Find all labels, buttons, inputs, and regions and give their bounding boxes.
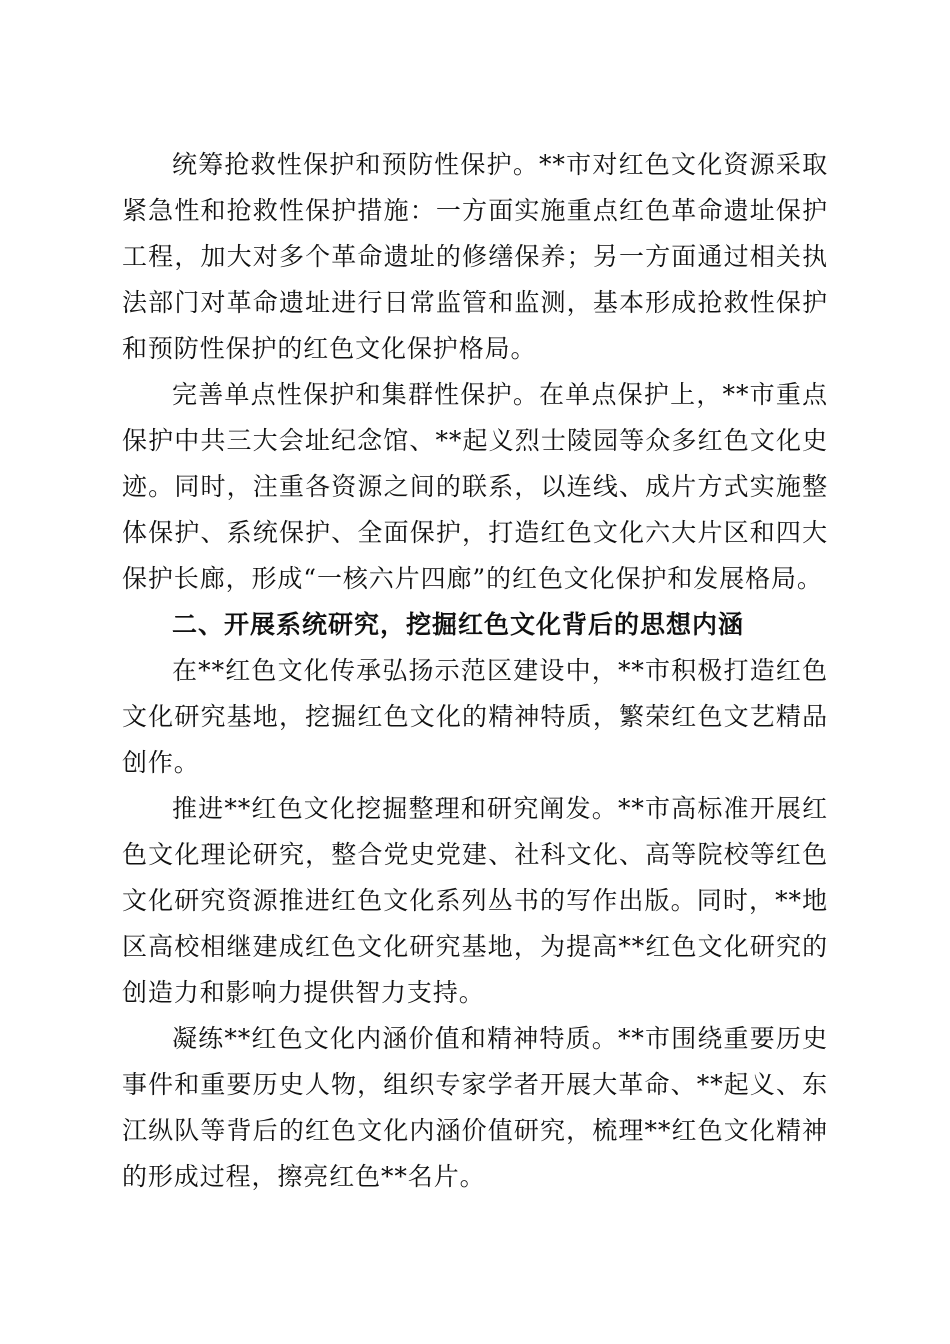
paragraph-research-base: 在**红色文化传承弘扬示范区建设中，**市积极打造红色文化研究基地，挖掘红色文化的精神特质，繁荣红色文艺精品创作。 (122, 656, 828, 777)
document-page (122, 142, 828, 1200)
paragraph-spirit-value: 凝练**红色文化内涵价值和精神特质。**市围绕重要历史事件和重要历史人物，组织专家学者开展大革命、**起义、东江纵队等背后的红色文化内涵价值研究，梳理**红色文化精神的形成过程，擦亮红色**名片。 (122, 1024, 828, 1191)
paragraph-research-publication: 推进**红色文化挖掘整理和研究阐发。**市高标准开展红色文化理论研究，整合党史党建、社科文化、高等院校等红色文化研究资源推进红色文化系列丛书的写作出版。同时，**地区高校相继建成红色文化研究基地，为提高**红色文化研究的创造力和影响力提供智力支持。 (122, 794, 828, 1007)
section-heading-2: 二、开展系统研究，挖掘红色文化背后的思想内涵 (172, 610, 745, 639)
paragraph-rescue-protection: 统筹抢救性保护和预防性保护。**市对红色文化资源采取紧急性和抢救性保护措施：一方面实施重点红色革命遗址保护工程，加大对多个革命遗址的修缮保养；另一方面通过相关执法部门对革命遗址进行日常监管和监测，基本形成抢救性保护和预防性保护的红色文化保护格局。 (122, 150, 828, 363)
paragraph-cluster-protection: 完善单点性保护和集群性保护。在单点保护上，**市重点保护中共三大会址纪念馆、**起义烈士陵园等众多红色文化史迹。同时，注重各资源之间的联系，以连线、成片方式实施整体保护、系统保护、全面保护，打造红色文化六大片区和四大保护长廊，形成“一核六片四廊”的红色文化保护和发展格局。 (122, 380, 828, 593)
